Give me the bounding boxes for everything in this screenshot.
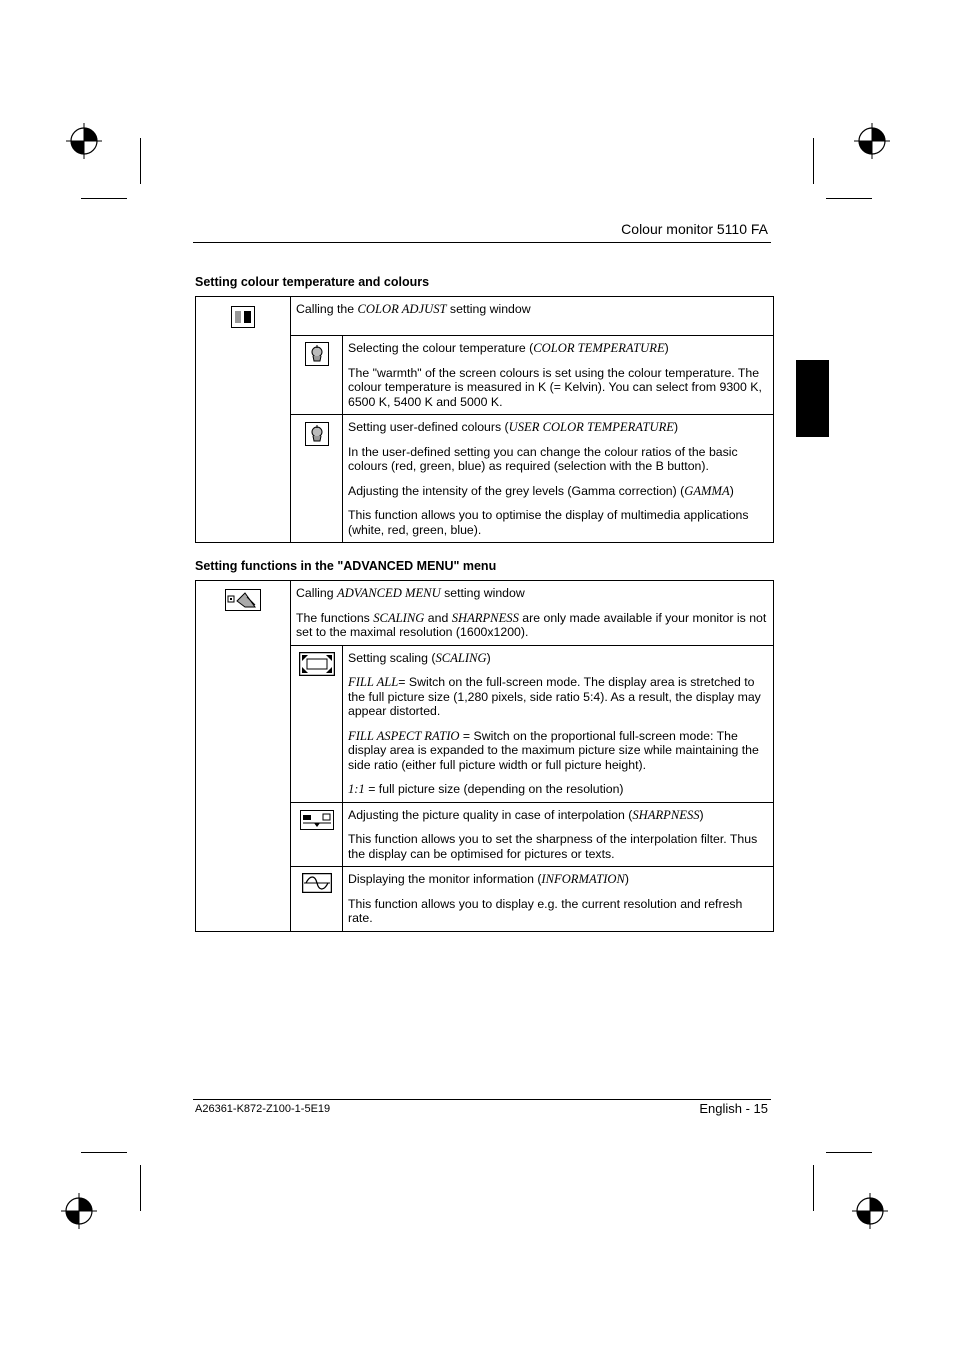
user-colour-content <box>343 415 774 543</box>
chapter-tab-marker <box>796 360 829 437</box>
information-title-end: ) <box>624 872 630 886</box>
gamma-title: Adjusting the intensity of the grey levels (Gamma correction) ( <box>348 483 685 498</box>
crop-line <box>826 198 872 199</box>
colour-temperature-term: COLOR TEMPERATURE <box>533 341 665 355</box>
footer-rule <box>193 1099 771 1100</box>
sharpness-icon <box>300 810 334 830</box>
colour-adjust-content <box>291 297 774 543</box>
colour-adjust-prefix: Calling the <box>296 302 358 316</box>
advanced-menu-icon <box>225 589 261 611</box>
sharpness-title: Adjusting the picture quality in case of interpolation ( <box>348 807 633 822</box>
information-content <box>343 867 774 931</box>
fill-all-term: FILL ALL <box>348 675 399 689</box>
information-icon <box>302 873 332 893</box>
advanced-note-a: The functions <box>296 610 374 625</box>
crop-line <box>826 1152 872 1153</box>
information-term: INFORMATION <box>541 872 625 886</box>
advanced-menu-heading <box>291 581 773 645</box>
user-colour-body: In the user-defined setting you can change the colour ratios of the basic colours (red, green, blue) as required (selection with the B button). <box>348 444 738 473</box>
sharpness-term: SHARPNESS <box>632 807 700 822</box>
advanced-menu-table <box>195 580 774 932</box>
colour-subtable <box>291 335 773 542</box>
information-body: This function allows you to display e.g. the current resolution and refresh rate. <box>348 896 743 925</box>
crop-line <box>81 198 127 199</box>
colour-temperature-content <box>343 336 774 415</box>
advanced-subtable <box>291 645 773 931</box>
user-colour-icon <box>305 422 329 446</box>
colour-adjust-suffix: setting window <box>446 302 531 316</box>
advanced-note-scaling: SCALING <box>373 610 425 625</box>
scaling-title: Setting scaling ( <box>348 650 436 665</box>
one-to-one-text: = full picture size (depending on the resolution) <box>364 782 624 796</box>
sharpness-body: This function allows you to set the sharpness of the interpolation filter. Thus the display can be optimised for pictures or texts. <box>348 832 758 861</box>
scaling-icon <box>299 652 335 676</box>
advanced-menu-suffix: setting window <box>440 586 525 600</box>
scaling-title-end: ) <box>486 650 491 665</box>
crop-line <box>813 138 814 184</box>
registration-mark-icon <box>61 1193 97 1229</box>
advanced-note-c: are only made available if your monitor is not set to the maximal resolution (1600x1200). <box>296 610 767 639</box>
section-title-advanced: Setting functions in the "ADVANCED MENU" menu <box>195 559 497 573</box>
sharpness-title-end: ) <box>699 807 704 822</box>
colour-temperature-icon-cell <box>291 336 343 415</box>
scaling-icon-cell <box>291 645 343 802</box>
colour-adjust-icon-cell <box>196 297 291 543</box>
advanced-note-b: and <box>424 610 452 625</box>
page-number: English - 15 <box>699 1101 768 1116</box>
gamma-body: This function allows you to optimise the display of multimedia applications (white, red, green, blue). <box>348 508 749 537</box>
scaling-term: SCALING <box>435 650 487 665</box>
advanced-note-sharpness: SHARPNESS <box>451 610 519 625</box>
advanced-menu-icon-cell <box>196 581 291 932</box>
advanced-menu-content <box>291 581 774 932</box>
crop-line <box>140 138 141 184</box>
scaling-content <box>343 645 774 802</box>
colour-temperature-body: The "warmth" of the screen colours is set using the colour temperature. The colour temperature is measured in K (= Kelvin). You can select from 9300 K, 6500 K, 5400 K and 5000 K. <box>348 365 762 409</box>
advanced-menu-prefix: Calling <box>296 586 338 600</box>
fill-all-text: = Switch on the full-screen mode. The display area is stretched to the full picture size (1,280 pixels, side ratio 5:4). As a result, the display may appear distorted. <box>348 675 761 718</box>
document-number: A26361-K872-Z100-1-5E19 <box>195 1103 331 1115</box>
gamma-title-end: ) <box>729 483 734 498</box>
gamma-term: GAMMA <box>684 483 730 498</box>
page-header-title: Colour monitor 5110 FA <box>621 221 768 237</box>
crop-line <box>81 1152 127 1153</box>
user-colour-icon-cell <box>291 415 343 543</box>
crop-line <box>813 1165 814 1211</box>
colour-adjust-heading <box>291 297 773 335</box>
colour-adjust-term: COLOR ADJUST <box>357 302 447 316</box>
colour-settings-table <box>195 296 774 543</box>
colour-temperature-title: Selecting the colour temperature ( <box>348 341 534 355</box>
user-colour-title: Setting user-defined colours ( <box>348 420 509 434</box>
colour-temperature-icon <box>305 342 329 366</box>
information-title: Displaying the monitor information ( <box>348 872 542 886</box>
fill-aspect-term: FILL ASPECT RATIO <box>348 728 460 743</box>
crop-line <box>140 1165 141 1211</box>
section-title-colour: Setting colour temperature and colours <box>195 275 430 289</box>
sharpness-icon-cell <box>291 802 343 867</box>
sharpness-content <box>343 802 774 867</box>
header-rule <box>193 242 771 243</box>
fill-aspect-text: = Switch on the proportional full-screen mode: The display area is expanded to the maximum picture size while maintaining the side ratio (either full picture width or full picture height). <box>348 728 759 772</box>
registration-mark-icon <box>66 123 102 159</box>
registration-mark-icon <box>852 1193 888 1229</box>
one-to-one-term: 1:1 <box>348 782 365 796</box>
colour-adjust-icon <box>231 306 255 328</box>
registration-mark-icon <box>854 123 890 159</box>
colour-temperature-title-end: ) <box>664 341 669 355</box>
information-icon-cell <box>291 867 343 931</box>
user-colour-title-end: ) <box>673 420 679 434</box>
user-colour-term: USER COLOR TEMPERATURE <box>508 420 674 434</box>
advanced-menu-term: ADVANCED MENU <box>337 586 441 600</box>
